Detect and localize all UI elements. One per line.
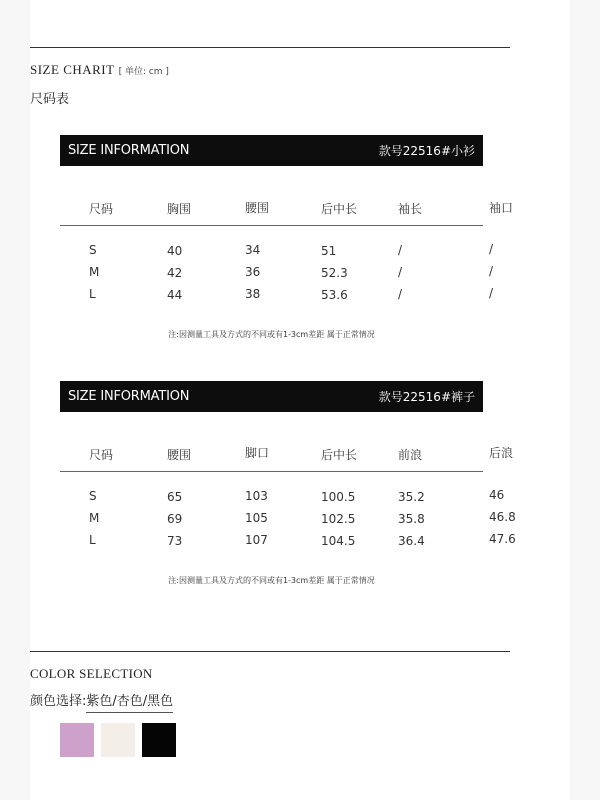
- table-cell: 52.3: [321, 266, 348, 280]
- table-cell: 73: [167, 534, 183, 548]
- table-cell: 36: [245, 265, 261, 279]
- color-divider: [30, 651, 510, 652]
- color-label: 颜色选择:: [30, 694, 87, 709]
- size-chart-title: [30, 62, 169, 78]
- header-divider: [60, 225, 483, 226]
- color-swatch-black[interactable]: [142, 723, 176, 757]
- color-options: 紫色/杏色/黑色: [86, 694, 173, 713]
- table-cell: 40: [167, 244, 183, 258]
- table-cell: L: [89, 287, 96, 301]
- color-swatch-purple[interactable]: [60, 723, 94, 757]
- table-cell: /: [489, 242, 494, 256]
- column-header: 袖长: [398, 202, 423, 216]
- table-banner: [60, 135, 483, 166]
- table-cell: M: [89, 265, 100, 279]
- column-header: 腰围: [167, 448, 192, 462]
- column-header: 胸围: [167, 202, 192, 216]
- column-header: 袖口: [489, 201, 514, 215]
- top-divider: [30, 47, 510, 48]
- table-cell: 65: [167, 490, 183, 504]
- table-cell: /: [398, 265, 403, 279]
- color-selection-title: COLOR SELECTION: [30, 666, 153, 681]
- table-cell: 69: [167, 512, 183, 526]
- table-cell: /: [398, 287, 403, 301]
- table-banner: [60, 381, 483, 412]
- table-cell: 35.8: [398, 512, 425, 526]
- table-cell: /: [489, 264, 494, 278]
- table-cell: 46.8: [489, 510, 516, 524]
- table-cell: 38: [245, 287, 261, 301]
- measurement-note: 注:因测量工具及方式的不同或有1-3cm差距 属于正常情况: [168, 330, 375, 339]
- measurement-note: 注:因测量工具及方式的不同或有1-3cm差距 属于正常情况: [168, 576, 375, 585]
- color-swatch-apricot[interactable]: [101, 723, 135, 757]
- color-selection-row: [30, 690, 173, 709]
- table-cell: 102.5: [321, 512, 356, 526]
- column-header: 后中长: [321, 448, 358, 462]
- table-cell: 35.2: [398, 490, 425, 504]
- table-cell: S: [89, 243, 97, 257]
- header-divider: [60, 471, 483, 472]
- size-chart-subtitle: 尺码表: [30, 92, 70, 107]
- table-cell: /: [489, 286, 494, 300]
- table-cell: 51: [321, 244, 337, 258]
- unit-label: [ 单位: cm ]: [118, 67, 169, 77]
- column-header: 后浪: [489, 446, 514, 460]
- table-cell: 36.4: [398, 534, 425, 548]
- table-cell: 44: [167, 288, 183, 302]
- table-cell: 100.5: [321, 490, 356, 504]
- table-cell: 47.6: [489, 532, 516, 546]
- table-cell: 107: [245, 533, 268, 547]
- column-header: 尺码: [89, 202, 114, 216]
- banner-title: SIZE INFORMATION: [68, 143, 190, 158]
- column-header: 后中长: [321, 202, 358, 216]
- column-header: 脚口: [245, 446, 270, 460]
- table-cell: 34: [245, 243, 261, 257]
- table-cell: /: [398, 243, 403, 257]
- column-header: 前浪: [398, 448, 423, 462]
- table-cell: 103: [245, 489, 268, 503]
- table-cell: 53.6: [321, 288, 348, 302]
- table-cell: 104.5: [321, 534, 356, 548]
- table-cell: S: [89, 489, 97, 503]
- table-cell: L: [89, 533, 96, 547]
- table-cell: M: [89, 511, 100, 525]
- table-cell: 42: [167, 266, 183, 280]
- table-cell: 105: [245, 511, 268, 525]
- banner-style-number: 款号22516#裤子: [378, 390, 475, 404]
- table-cell: 46: [489, 488, 505, 502]
- column-header: 尺码: [89, 448, 114, 462]
- column-header: 腰围: [245, 201, 270, 215]
- banner-title: SIZE INFORMATION: [68, 389, 190, 404]
- size-chart-title-text: SIZE CHARIT: [30, 62, 115, 77]
- banner-style-number: 款号22516#小衫: [378, 144, 475, 158]
